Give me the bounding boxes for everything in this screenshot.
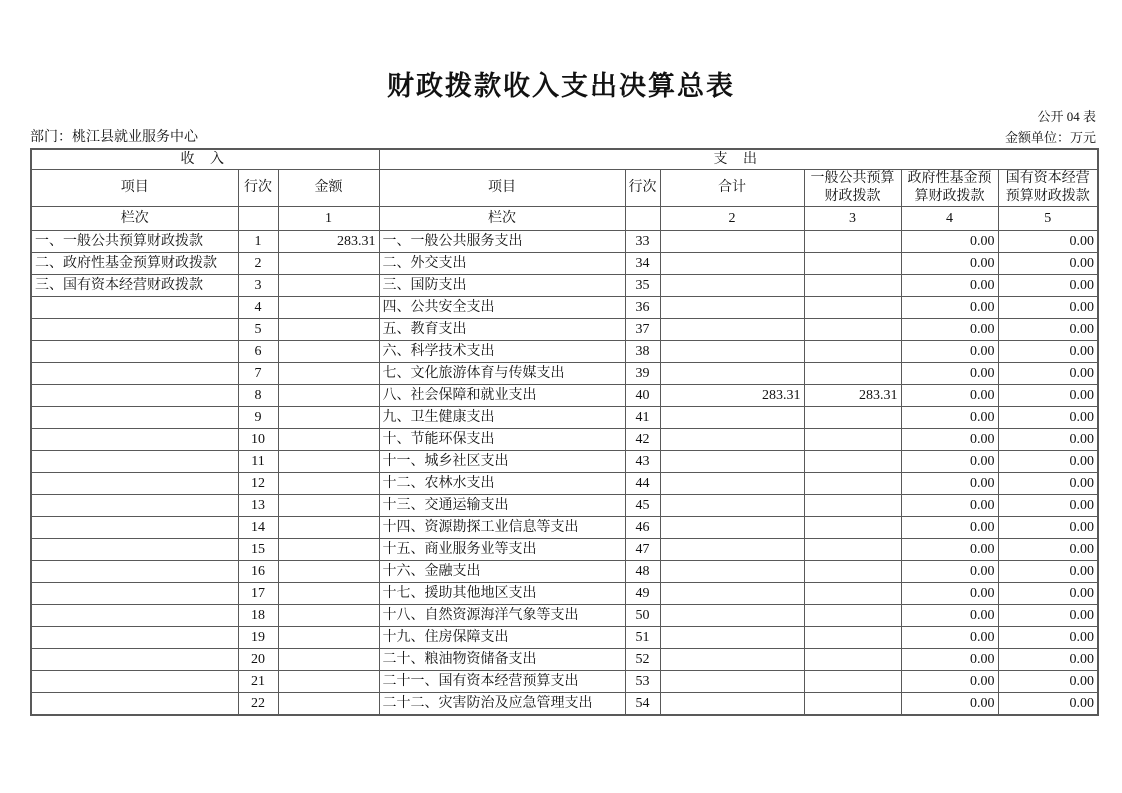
income-amount-cell: [278, 539, 379, 561]
expense-line-cell: 35: [625, 275, 660, 297]
income-amount-cell: [278, 407, 379, 429]
income-amount-cell: [278, 693, 379, 716]
income-item-cell: 三、国有资本经营财政拨款: [31, 275, 238, 297]
expense-item-cell: 十一、城乡社区支出: [379, 451, 625, 473]
table-row: [31, 363, 1098, 385]
expense-item-header: 项目: [379, 170, 625, 207]
colindex-cell: 5: [998, 207, 1098, 231]
income-item-cell: [31, 297, 238, 319]
income-amount-cell: [278, 385, 379, 407]
table-row: [31, 583, 1098, 605]
income-line-cell: 16: [238, 561, 278, 583]
expense-state-capital-cell: 0.00: [998, 473, 1098, 495]
expense-item-cell: 十四、资源勘探工业信息等支出: [379, 517, 625, 539]
expense-general-budget-cell: [804, 671, 901, 693]
expense-item-cell: 九、卫生健康支出: [379, 407, 625, 429]
income-item-cell: [31, 693, 238, 716]
expense-state-capital-cell: 0.00: [998, 627, 1098, 649]
income-line-cell: 3: [238, 275, 278, 297]
expense-item-cell: 二十一、国有资本经营预算支出: [379, 671, 625, 693]
income-amount-cell: 283.31: [278, 231, 379, 253]
expense-general-budget-cell: [804, 649, 901, 671]
expense-line-cell: 38: [625, 341, 660, 363]
income-item-cell: [31, 561, 238, 583]
income-amount-cell: [278, 429, 379, 451]
expense-gov-fund-cell: 0.00: [901, 407, 998, 429]
expense-gov-fund-cell: 0.00: [901, 649, 998, 671]
colindex-cell: 4: [901, 207, 998, 231]
expense-total-cell: [660, 231, 804, 253]
column-header-row: [31, 170, 1098, 207]
table-row: [31, 407, 1098, 429]
expense-total-cell: [660, 319, 804, 341]
expense-total-cell: [660, 561, 804, 583]
income-item-cell: [31, 319, 238, 341]
expense-state-capital-cell: 0.00: [998, 319, 1098, 341]
expense-total-cell: [660, 451, 804, 473]
expense-line-cell: 36: [625, 297, 660, 319]
table-row: [31, 253, 1098, 275]
expense-item-cell: 十六、金融支出: [379, 561, 625, 583]
income-line-cell: 5: [238, 319, 278, 341]
page-title: 财政拨款收入支出决算总表: [387, 71, 735, 101]
income-amount-cell: [278, 605, 379, 627]
expense-general-budget-cell: [804, 253, 901, 275]
expense-total-cell: [660, 649, 804, 671]
expense-line-cell: 47: [625, 539, 660, 561]
expense-general-budget-cell: [804, 517, 901, 539]
expense-general-budget-cell: [804, 407, 901, 429]
income-line-cell: 19: [238, 627, 278, 649]
table-row: [31, 297, 1098, 319]
table-row: [31, 231, 1098, 253]
income-amount-cell: [278, 517, 379, 539]
income-line-cell: 14: [238, 517, 278, 539]
expense-state-capital-cell: 0.00: [998, 363, 1098, 385]
expense-state-capital-cell: 0.00: [998, 385, 1098, 407]
table-row: [31, 693, 1098, 716]
table-row: [31, 429, 1098, 451]
expense-state-capital-cell: 0.00: [998, 253, 1098, 275]
income-item-cell: [31, 649, 238, 671]
expense-state-capital-cell: 0.00: [998, 605, 1098, 627]
expense-total-cell: [660, 605, 804, 627]
income-line-cell: 1: [238, 231, 278, 253]
table-row: [31, 473, 1098, 495]
colindex-cell: 1: [278, 207, 379, 231]
expense-total-cell: [660, 693, 804, 716]
income-line-cell: 18: [238, 605, 278, 627]
expense-total-cell: [660, 341, 804, 363]
income-item-cell: [31, 385, 238, 407]
expense-line-cell: 42: [625, 429, 660, 451]
expense-line-cell: 40: [625, 385, 660, 407]
expense-state-capital-cell: 0.00: [998, 561, 1098, 583]
general-budget-header: 一般公共预算财政拨款: [804, 170, 901, 207]
expense-line-cell: 46: [625, 517, 660, 539]
table-row: [31, 539, 1098, 561]
expense-gov-fund-cell: 0.00: [901, 275, 998, 297]
section-header-row: [31, 149, 1098, 170]
income-item-cell: [31, 429, 238, 451]
expense-general-budget-cell: [804, 539, 901, 561]
income-item-cell: 一、一般公共预算财政拨款: [31, 231, 238, 253]
expense-total-cell: [660, 297, 804, 319]
expense-item-cell: 二十二、灾害防治及应急管理支出: [379, 693, 625, 716]
expense-state-capital-cell: 0.00: [998, 649, 1098, 671]
income-line-cell: 17: [238, 583, 278, 605]
expense-line-cell: 43: [625, 451, 660, 473]
expense-general-budget-cell: [804, 605, 901, 627]
expense-gov-fund-cell: 0.00: [901, 627, 998, 649]
expense-line-cell: 39: [625, 363, 660, 385]
expense-item-cell: 十七、援助其他地区支出: [379, 583, 625, 605]
expense-general-budget-cell: [804, 495, 901, 517]
department-label: 部门：桃江县就业服务中心: [30, 130, 198, 145]
income-item-cell: [31, 539, 238, 561]
colindex-cell: 栏次: [31, 207, 238, 231]
expense-gov-fund-cell: 0.00: [901, 363, 998, 385]
expense-gov-fund-cell: 0.00: [901, 561, 998, 583]
table-row: [31, 385, 1098, 407]
expense-gov-fund-cell: 0.00: [901, 341, 998, 363]
income-amount-cell: [278, 473, 379, 495]
expense-general-budget-cell: [804, 275, 901, 297]
expense-gov-fund-cell: 0.00: [901, 297, 998, 319]
expense-total-cell: [660, 253, 804, 275]
expense-item-cell: 一、一般公共服务支出: [379, 231, 625, 253]
budget-table: [30, 148, 1099, 716]
expense-line-cell: 44: [625, 473, 660, 495]
income-item-cell: [31, 407, 238, 429]
expense-total-cell: 283.31: [660, 385, 804, 407]
expense-item-cell: 十三、交通运输支出: [379, 495, 625, 517]
income-amount-cell: [278, 561, 379, 583]
expense-state-capital-cell: 0.00: [998, 341, 1098, 363]
income-item-cell: [31, 451, 238, 473]
table-row: [31, 451, 1098, 473]
income-amount-cell: [278, 649, 379, 671]
unit-label: 金额单位：万元: [1004, 130, 1096, 145]
expense-gov-fund-cell: 0.00: [901, 605, 998, 627]
expense-item-cell: 三、国防支出: [379, 275, 625, 297]
expense-line-cell: 51: [625, 627, 660, 649]
expense-line-cell: 37: [625, 319, 660, 341]
expense-gov-fund-cell: 0.00: [901, 583, 998, 605]
expense-line-cell: 53: [625, 671, 660, 693]
expense-line-cell: 41: [625, 407, 660, 429]
expense-state-capital-cell: 0.00: [998, 275, 1098, 297]
expense-section-header: 支 出: [379, 149, 1098, 170]
expense-item-cell: 四、公共安全支出: [379, 297, 625, 319]
income-item-cell: [31, 495, 238, 517]
expense-gov-fund-cell: 0.00: [901, 231, 998, 253]
table-row: [31, 319, 1098, 341]
income-line-cell: 6: [238, 341, 278, 363]
expense-gov-fund-cell: 0.00: [901, 495, 998, 517]
income-amount-cell: [278, 495, 379, 517]
income-item-header: 项目: [31, 170, 238, 207]
expense-state-capital-cell: 0.00: [998, 297, 1098, 319]
expense-state-capital-cell: 0.00: [998, 407, 1098, 429]
income-line-cell: 13: [238, 495, 278, 517]
income-line-cell: 7: [238, 363, 278, 385]
expense-item-cell: 六、科学技术支出: [379, 341, 625, 363]
table-row: [31, 605, 1098, 627]
expense-gov-fund-cell: 0.00: [901, 693, 998, 716]
form-number: 公开 04 表: [1037, 109, 1096, 124]
expense-item-cell: 十五、商业服务业等支出: [379, 539, 625, 561]
income-item-cell: [31, 473, 238, 495]
expense-gov-fund-cell: 0.00: [901, 539, 998, 561]
expense-total-cell: [660, 517, 804, 539]
table-row: [31, 275, 1098, 297]
income-line-cell: 10: [238, 429, 278, 451]
table-row: [31, 561, 1098, 583]
income-item-cell: [31, 627, 238, 649]
income-amount-header: 金额: [278, 170, 379, 207]
expense-total-header: 合计: [660, 170, 804, 207]
expense-total-cell: [660, 407, 804, 429]
income-amount-cell: [278, 583, 379, 605]
expense-line-cell: 50: [625, 605, 660, 627]
expense-gov-fund-cell: 0.00: [901, 253, 998, 275]
expense-general-budget-cell: 283.31: [804, 385, 901, 407]
expense-state-capital-cell: 0.00: [998, 583, 1098, 605]
income-item-cell: [31, 363, 238, 385]
colindex-cell: 3: [804, 207, 901, 231]
income-line-cell: 11: [238, 451, 278, 473]
expense-general-budget-cell: [804, 451, 901, 473]
income-amount-cell: [278, 627, 379, 649]
expense-state-capital-cell: 0.00: [998, 539, 1098, 561]
table-row: [31, 627, 1098, 649]
income-amount-cell: [278, 451, 379, 473]
expense-general-budget-cell: [804, 473, 901, 495]
income-amount-cell: [278, 319, 379, 341]
income-line-cell: 20: [238, 649, 278, 671]
expense-general-budget-cell: [804, 319, 901, 341]
income-line-cell: 15: [238, 539, 278, 561]
income-item-cell: [31, 583, 238, 605]
expense-general-budget-cell: [804, 627, 901, 649]
expense-line-header: 行次: [625, 170, 660, 207]
expense-item-cell: 二、外交支出: [379, 253, 625, 275]
expense-gov-fund-cell: 0.00: [901, 319, 998, 341]
income-amount-cell: [278, 297, 379, 319]
expense-state-capital-cell: 0.00: [998, 451, 1098, 473]
income-line-cell: 22: [238, 693, 278, 716]
income-line-cell: 4: [238, 297, 278, 319]
expense-gov-fund-cell: 0.00: [901, 517, 998, 539]
expense-total-cell: [660, 363, 804, 385]
expense-line-cell: 52: [625, 649, 660, 671]
income-section-header: 收 入: [31, 149, 379, 170]
expense-gov-fund-cell: 0.00: [901, 473, 998, 495]
expense-total-cell: [660, 429, 804, 451]
expense-state-capital-cell: 0.00: [998, 429, 1098, 451]
table-row: [31, 671, 1098, 693]
expense-general-budget-cell: [804, 341, 901, 363]
income-item-cell: [31, 605, 238, 627]
expense-item-cell: 二十、粮油物资储备支出: [379, 649, 625, 671]
expense-total-cell: [660, 671, 804, 693]
income-line-cell: 21: [238, 671, 278, 693]
expense-state-capital-cell: 0.00: [998, 495, 1098, 517]
expense-line-cell: 48: [625, 561, 660, 583]
expense-state-capital-cell: 0.00: [998, 671, 1098, 693]
income-line-cell: 12: [238, 473, 278, 495]
income-line-header: 行次: [238, 170, 278, 207]
income-line-cell: 8: [238, 385, 278, 407]
table-row: [31, 517, 1098, 539]
expense-general-budget-cell: [804, 231, 901, 253]
table-row: [31, 495, 1098, 517]
income-item-cell: [31, 517, 238, 539]
expense-item-cell: 十九、住房保障支出: [379, 627, 625, 649]
expense-item-cell: 八、社会保障和就业支出: [379, 385, 625, 407]
expense-gov-fund-cell: 0.00: [901, 429, 998, 451]
expense-general-budget-cell: [804, 693, 901, 716]
income-item-cell: [31, 671, 238, 693]
colindex-cell: [625, 207, 660, 231]
column-index-row: [31, 207, 1098, 231]
income-item-cell: 二、政府性基金预算财政拨款: [31, 253, 238, 275]
income-line-cell: 2: [238, 253, 278, 275]
colindex-cell: 2: [660, 207, 804, 231]
income-line-cell: 9: [238, 407, 278, 429]
expense-gov-fund-cell: 0.00: [901, 451, 998, 473]
expense-general-budget-cell: [804, 363, 901, 385]
income-amount-cell: [278, 275, 379, 297]
expense-line-cell: 49: [625, 583, 660, 605]
income-item-cell: [31, 341, 238, 363]
expense-total-cell: [660, 627, 804, 649]
expense-state-capital-cell: 0.00: [998, 693, 1098, 716]
expense-gov-fund-cell: 0.00: [901, 385, 998, 407]
colindex-cell: 栏次: [379, 207, 625, 231]
income-amount-cell: [278, 341, 379, 363]
expense-line-cell: 54: [625, 693, 660, 716]
table-body: [31, 231, 1098, 716]
expense-total-cell: [660, 583, 804, 605]
expense-general-budget-cell: [804, 583, 901, 605]
expense-item-cell: 十二、农林水支出: [379, 473, 625, 495]
table-row: [31, 649, 1098, 671]
expense-line-cell: 45: [625, 495, 660, 517]
expense-total-cell: [660, 275, 804, 297]
expense-general-budget-cell: [804, 429, 901, 451]
state-capital-budget-header: 国有资本经营预算财政拨款: [998, 170, 1098, 207]
expense-state-capital-cell: 0.00: [998, 231, 1098, 253]
expense-line-cell: 34: [625, 253, 660, 275]
table-row: [31, 341, 1098, 363]
expense-item-cell: 七、文化旅游体育与传媒支出: [379, 363, 625, 385]
expense-state-capital-cell: 0.00: [998, 517, 1098, 539]
expense-line-cell: 33: [625, 231, 660, 253]
expense-total-cell: [660, 539, 804, 561]
expense-total-cell: [660, 495, 804, 517]
income-amount-cell: [278, 363, 379, 385]
expense-general-budget-cell: [804, 561, 901, 583]
expense-gov-fund-cell: 0.00: [901, 671, 998, 693]
expense-item-cell: 十、节能环保支出: [379, 429, 625, 451]
expense-item-cell: 五、教育支出: [379, 319, 625, 341]
expense-general-budget-cell: [804, 297, 901, 319]
income-amount-cell: [278, 671, 379, 693]
income-amount-cell: [278, 253, 379, 275]
gov-fund-budget-header: 政府性基金预算财政拨款: [901, 170, 998, 207]
colindex-cell: [238, 207, 278, 231]
expense-total-cell: [660, 473, 804, 495]
expense-item-cell: 十八、自然资源海洋气象等支出: [379, 605, 625, 627]
